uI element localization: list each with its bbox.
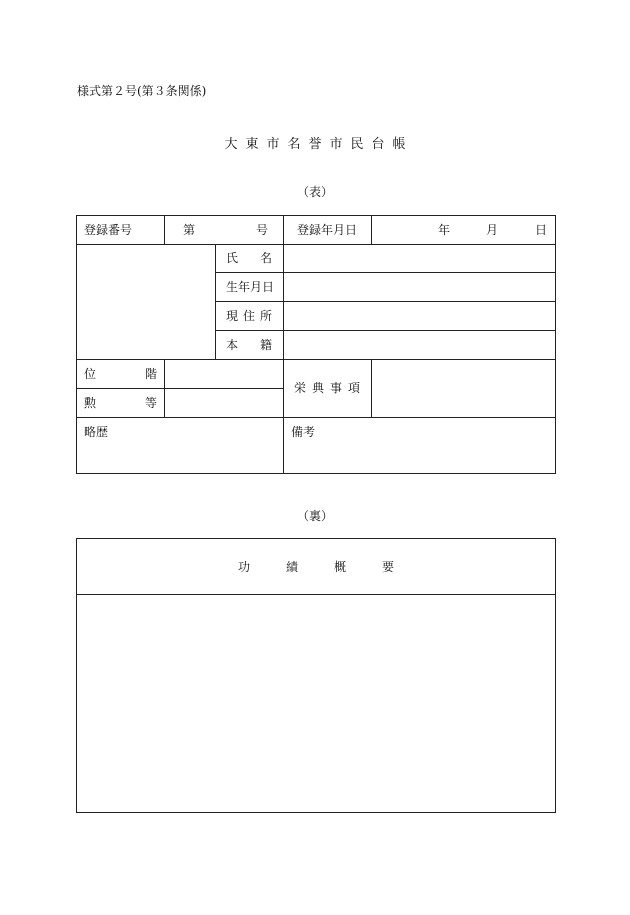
honors-label: 栄典事項	[294, 381, 367, 395]
name-label: 氏 名	[226, 251, 272, 265]
registration-number-label: 登録番号	[84, 223, 133, 237]
birth-date-label: 生年月日	[226, 280, 275, 294]
day-label: 日	[535, 223, 548, 237]
remarks-label: 備考	[291, 425, 316, 439]
registration-number-suffix: 号	[256, 223, 269, 237]
registration-number-prefix: 第	[183, 223, 196, 237]
address-label: 現 住 所	[226, 309, 272, 323]
photo-area	[77, 245, 215, 359]
history-label: 略歴	[84, 425, 109, 439]
year-label: 年	[438, 223, 451, 237]
decoration-label: 勲 等	[84, 396, 157, 410]
achievements-body	[77, 595, 555, 812]
page-title: 大東市名誉市民台帳	[224, 137, 414, 152]
back-side-label: （裏）	[296, 509, 333, 523]
front-side-label: （表）	[296, 185, 333, 199]
form-number-label: 様式第２号(第３条関係)	[77, 84, 207, 98]
rank-label: 位 階	[84, 367, 157, 381]
domicile-label: 本 籍	[226, 338, 272, 352]
achievements-heading: 功 績 概 要	[238, 560, 394, 574]
month-label: 月	[486, 223, 499, 237]
registration-date-label: 登録年月日	[297, 223, 358, 237]
